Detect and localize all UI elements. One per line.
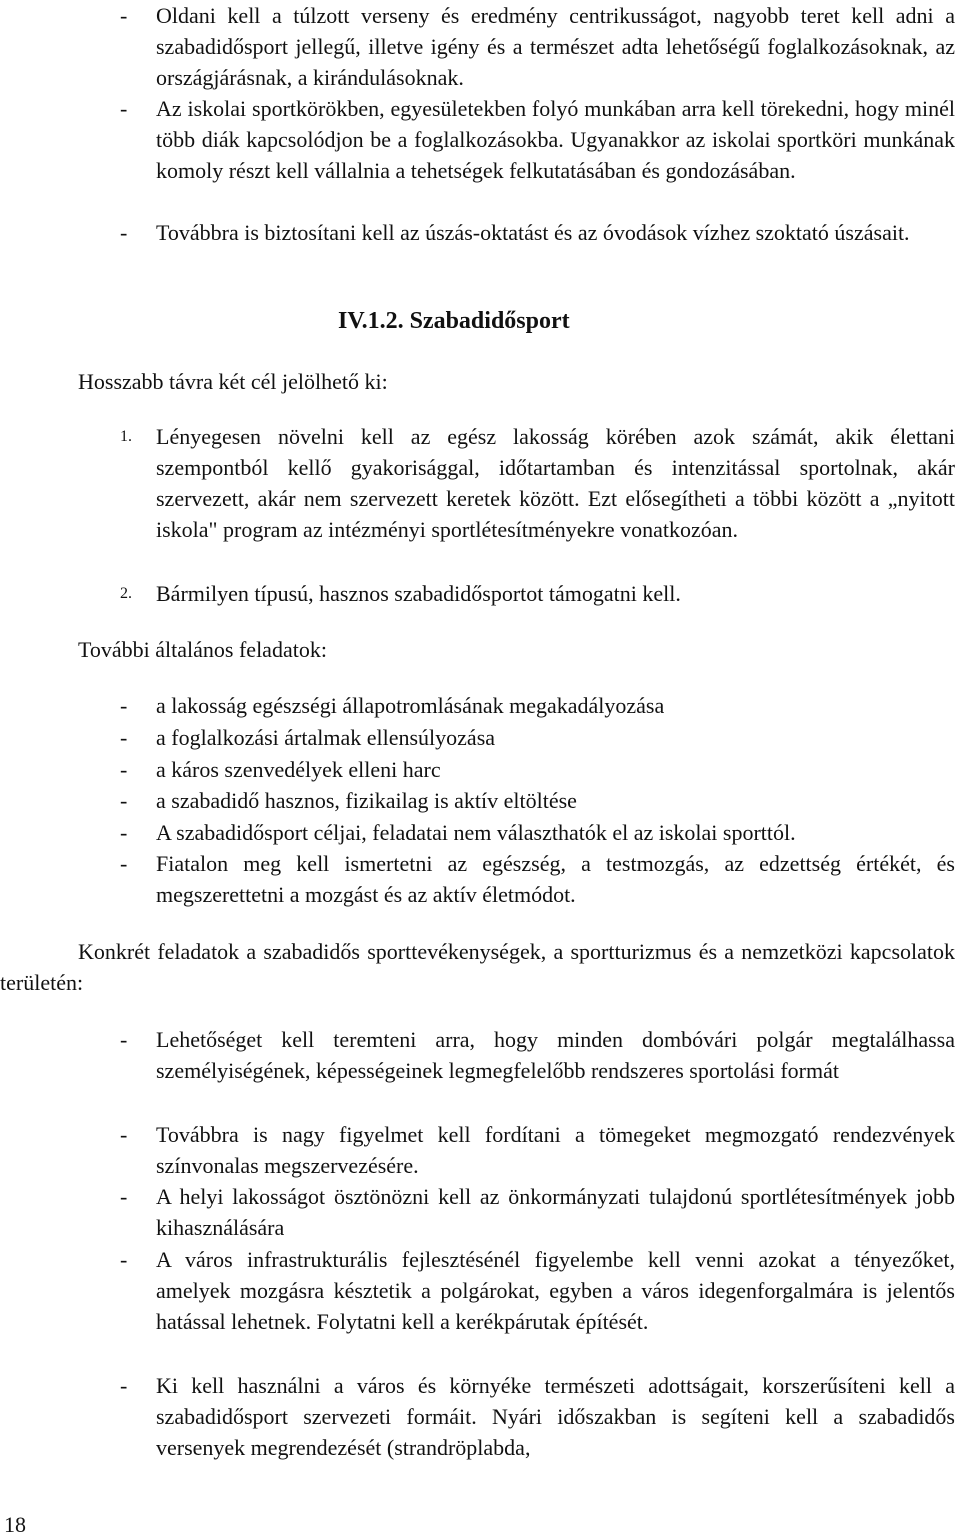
list-item — [120, 785, 955, 816]
list-item — [120, 690, 955, 721]
list-item — [120, 722, 955, 753]
item-number: 1. — [120, 428, 132, 445]
list-dash: - — [120, 788, 128, 813]
numbered-item — [120, 421, 955, 545]
list-item-text: Lehetőséget kell teremteni arra, hogy minden dombóvári polgár megtalálhassa személyiségének, képességeinek legmegfelelőbb rendszeres sportolási formát — [156, 1027, 955, 1083]
list-dash: - — [120, 3, 128, 28]
list-item — [120, 217, 955, 248]
list-item-text: Továbbra is biztosítani kell az úszás-oktatást és az óvodások vízhez szoktató úszásait. — [156, 220, 910, 245]
list-item — [120, 0, 955, 93]
list-dash: - — [120, 851, 128, 876]
list-dash: - — [120, 220, 128, 245]
list-item — [120, 1244, 955, 1337]
list-item — [120, 1181, 955, 1243]
list-dash: - — [120, 96, 128, 121]
item-number: 2. — [120, 585, 132, 602]
page-number: 18 — [4, 1512, 26, 1537]
list-item — [120, 1024, 955, 1086]
section-heading: IV.1.2. Szabadidősport — [338, 308, 570, 334]
list-item-text: a szabadidő hasznos, fizikailag is aktív eltöltése — [156, 788, 577, 813]
list-item — [120, 848, 955, 910]
goals-intro: Hosszabb távra két cél jelölhető ki: — [78, 369, 388, 394]
list-item-text: a káros szenvedélyek elleni harc — [156, 757, 441, 782]
list-item — [120, 93, 955, 186]
list-dash: - — [120, 693, 128, 718]
list-item-text: A város infrastrukturális fejlesztésénél figyelembe kell venni azokat a tényezőket, amelyek mozgásra késztetik a polgárokat, egyben a város idegenforgalmára is jelentős hatással lehetnek. Folytatni kell a kerékpárutak építését. — [156, 1247, 955, 1334]
list-item — [120, 1370, 955, 1463]
list-item — [120, 817, 955, 848]
list-dash: - — [120, 725, 128, 750]
list-item-text: A helyi lakosságot ösztönözni kell az önkormányzati tulajdonú sportlétesítmények jobb kihasználására — [156, 1184, 955, 1240]
list-item-text: Oldani kell a túlzott verseny és eredmény centrikusságot, nagyobb teret kell adni a szabadidősport jellegű, illetve igény és a természet adta lehetőségű foglalkozásoknak, az országjárásnak, a kirándulásoknak. — [156, 3, 955, 90]
list-item — [120, 754, 955, 785]
list-item-text: Ki kell használni a város és környéke természeti adottságait, korszerűsíteni kell a szabadidősport szervezeti formáit. Nyári időszakban is segíteni kell a szabadidős versenyek megrendezését (strandröplabda, — [156, 1373, 955, 1460]
list-dash: - — [120, 820, 128, 845]
numbered-item-text: Lényegesen növelni kell az egész lakosság körében azok számát, akik élettani szempontból kellő gyakorisággal, időtartamban és intenzitással sportolnak, akár szervezett, akár nem szervezett keretek között. Ezt elősegítheti a többi között a „nyitott iskola" program az intézményi sportlétesítményekre vonatkozóan. — [156, 424, 955, 542]
list-item-text: Az iskolai sportkörökben, egyesületekben folyó munkában arra kell törekedni, hogy minél több diák kapcsolódjon be a foglalkozásokba. Ugyanakkor az iskolai sportköri munkának komoly részt kell vállalnia a tehetségek felkutatásában és gondozásában. — [156, 96, 955, 183]
general-tasks-heading: További általános feladatok: — [78, 637, 327, 662]
list-item — [120, 1119, 955, 1181]
list-dash: - — [120, 1122, 128, 1147]
list-item-text: a lakosság egészségi állapotromlásának megakadályozása — [156, 693, 665, 718]
list-dash: - — [120, 757, 128, 782]
list-dash: - — [120, 1027, 128, 1052]
list-item-text: Fiatalon meg kell ismertetni az egészség, a testmozgás, az edzettség értékét, és megszerettetni a mozgást és az aktív életmódot. — [156, 851, 955, 907]
list-dash: - — [120, 1247, 128, 1272]
list-item-text: a foglalkozási ártalmak ellensúlyozása — [156, 725, 496, 750]
list-item-text: Továbbra is nagy figyelmet kell fordítani a tömegeket megmozgató rendezvények színvonalas megszervezésére. — [156, 1122, 955, 1178]
concrete-tasks-heading: Konkrét feladatok a szabadidős sporttevékenységek, a sportturizmus és a nemzetközi kapcsolatok területén: — [0, 939, 955, 995]
list-item-text: A szabadidősport céljai, feladatai nem választhatók el az iskolai sporttól. — [156, 820, 796, 845]
numbered-item — [120, 578, 955, 609]
numbered-item-text: Bármilyen típusú, hasznos szabadidősportot támogatni kell. — [156, 581, 681, 606]
list-dash: - — [120, 1373, 128, 1398]
list-dash: - — [120, 1184, 128, 1209]
